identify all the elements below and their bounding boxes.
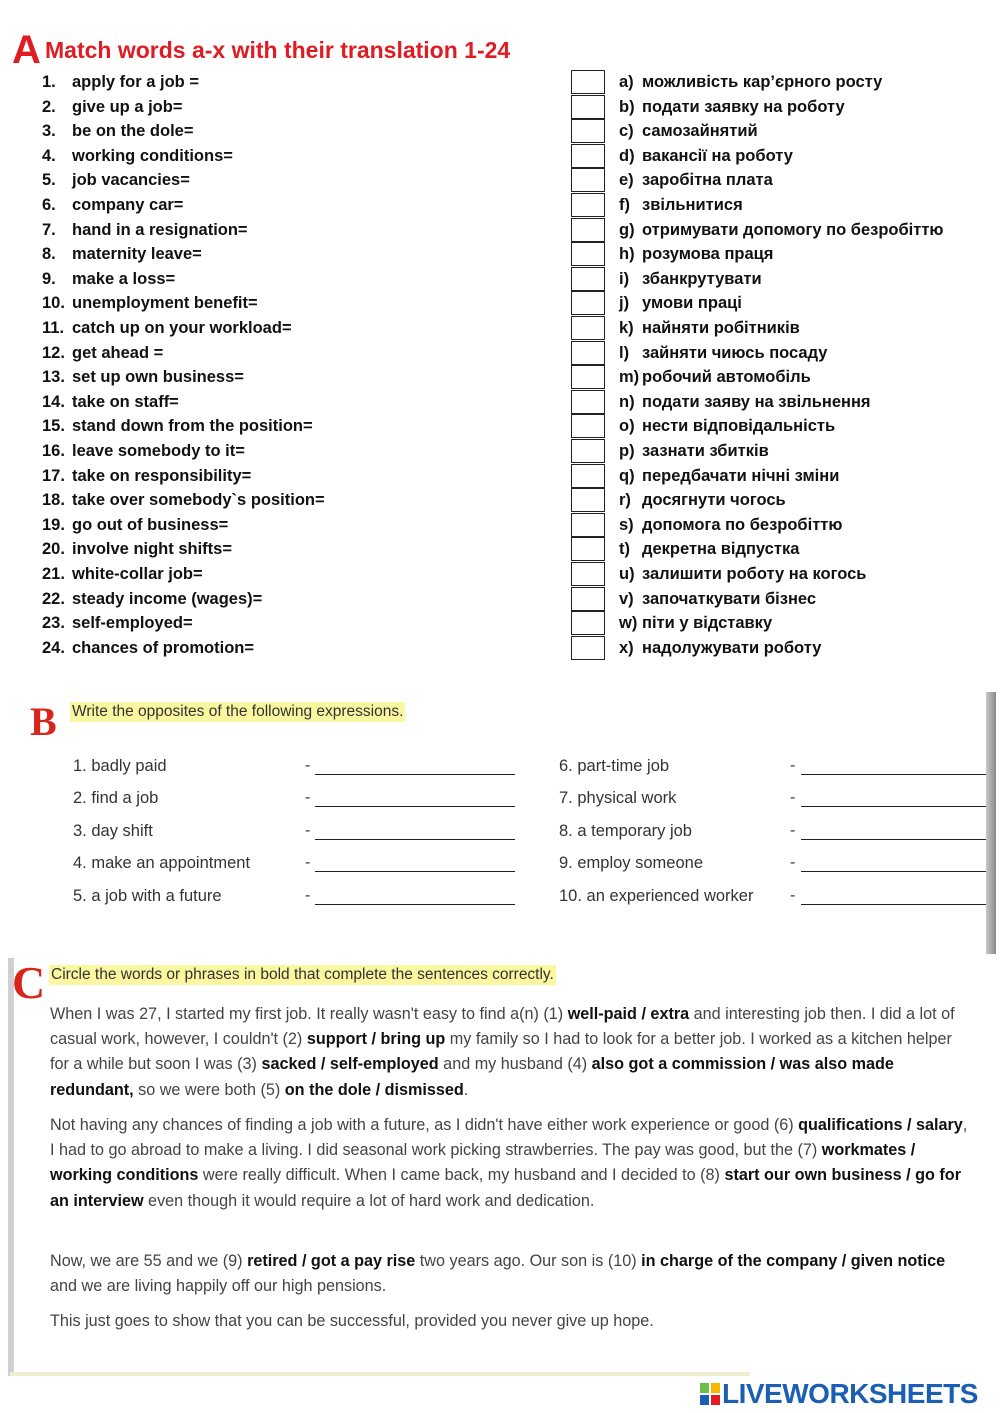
section-c-bottom-rule	[10, 1372, 750, 1376]
translation-letter: u)	[619, 565, 635, 583]
paragraph-3	[50, 1249, 975, 1299]
dash: -	[305, 854, 311, 871]
translation-text: подати заявку на роботу	[642, 97, 845, 116]
translation-text: найняти робітників	[642, 319, 800, 337]
dash: -	[790, 789, 796, 806]
choice-phrase[interactable]: well-paid / extra	[567, 1005, 690, 1023]
translation-text: можливість кар’єрного росту	[642, 73, 883, 91]
section-c-margin-rule	[8, 958, 14, 1376]
match-row	[0, 488, 1000, 513]
translation-text: передбачати нічні зміни	[642, 466, 840, 485]
term-text: self-employed=	[72, 614, 193, 633]
sentence-text: .	[463, 1080, 469, 1099]
answer-line[interactable]	[315, 871, 515, 872]
match-row	[0, 562, 1000, 587]
term-number: 5.	[42, 171, 56, 190]
section-a-letter: A	[12, 28, 41, 72]
term-text: unemployment benefit=	[72, 294, 258, 313]
answer-line[interactable]	[315, 839, 515, 840]
translation-text: залишити роботу на когось	[642, 565, 867, 583]
match-row	[0, 144, 1000, 169]
match-row	[0, 414, 1000, 439]
match-row	[0, 365, 1000, 390]
term-text: stand down from the position=	[72, 417, 313, 436]
match-row	[0, 95, 1000, 120]
answer-line[interactable]	[801, 871, 986, 872]
choice-phrase[interactable]: support / bring up	[306, 1030, 446, 1049]
answer-box[interactable]	[571, 144, 605, 168]
term-text: set up own business=	[72, 368, 244, 387]
term-number: 21.	[42, 565, 65, 583]
translation-text: збанкрутувати	[642, 269, 762, 288]
choice-phrase[interactable]: retired / got a pay rise	[247, 1252, 416, 1270]
translation-text: допомога по безробіттю	[642, 515, 843, 534]
choice-phrase[interactable]: start our own business / go for an interview	[50, 1166, 961, 1210]
opposite-item: 10. an experienced worker	[559, 887, 754, 905]
dash: -	[305, 822, 311, 839]
dash: -	[790, 887, 796, 904]
match-row	[0, 267, 1000, 292]
match-row	[0, 242, 1000, 267]
translation-text: робочий автомобіль	[642, 368, 811, 387]
answer-box[interactable]	[571, 193, 605, 217]
term-text: leave somebody to it=	[72, 442, 245, 460]
answer-box[interactable]	[571, 365, 605, 389]
translation-text: досягнути чогось	[642, 491, 786, 510]
answer-box[interactable]	[571, 636, 605, 660]
term-number: 13.	[42, 368, 65, 387]
translation-letter: d)	[619, 146, 635, 165]
term-number: 4.	[42, 146, 56, 165]
answer-box[interactable]	[571, 242, 605, 266]
sentence-text: and we are living happily off our high pensions.	[50, 1277, 387, 1296]
term-text: involve night shifts=	[72, 540, 232, 559]
term-number: 12.	[42, 343, 65, 362]
term-text: take on responsibility=	[72, 466, 252, 485]
term-number: 16.	[42, 442, 65, 460]
match-row	[0, 611, 1000, 636]
match-row	[0, 464, 1000, 489]
sentence-text: and my husband (4)	[438, 1055, 592, 1074]
term-number: 18.	[42, 491, 65, 510]
translation-letter: r)	[619, 491, 631, 510]
translation-letter: s)	[619, 515, 634, 534]
term-number: 9.	[42, 269, 56, 288]
match-row	[0, 587, 1000, 612]
opposite-item: 5. a job with a future	[73, 887, 222, 905]
translation-text: подати заяву на звільнення	[642, 392, 871, 411]
section-b-letter: B	[30, 699, 57, 744]
match-row	[0, 218, 1000, 243]
sentence-text: When I was 27, I started my first job. It really wasn't easy to find a(n) (1)	[50, 1005, 568, 1023]
translation-text: піти у відставку	[642, 614, 773, 633]
match-row	[0, 119, 1000, 144]
answer-box[interactable]	[571, 267, 605, 291]
section-a-title: Match words a-x with their translation 1-24	[45, 37, 511, 63]
match-row	[0, 636, 1000, 661]
answer-box[interactable]	[571, 611, 605, 635]
translation-letter: n)	[619, 392, 635, 411]
answer-line[interactable]	[801, 774, 986, 775]
answer-box[interactable]	[571, 439, 605, 463]
term-text: take on staff=	[72, 392, 179, 411]
answer-box[interactable]	[571, 562, 605, 586]
term-number: 10.	[42, 294, 65, 313]
sentence-text: even though it would require a lot of hard work and dedication.	[143, 1191, 595, 1210]
answer-box[interactable]	[571, 464, 605, 488]
paragraph-1	[50, 1002, 975, 1103]
match-row	[0, 70, 1000, 95]
sentence-text: Now, we are 55 and we (9)	[50, 1252, 248, 1270]
term-number: 8.	[42, 245, 56, 264]
answer-box[interactable]	[571, 414, 605, 438]
dash: -	[790, 822, 796, 839]
answer-box[interactable]	[571, 537, 605, 561]
answer-box[interactable]	[571, 119, 605, 143]
choice-phrase[interactable]: on the dole / dismissed	[284, 1080, 464, 1099]
answer-line[interactable]	[801, 904, 986, 905]
opposite-item: 1. badly paid	[73, 757, 167, 775]
term-text: steady income (wages)=	[72, 589, 263, 608]
translation-text: розумова праця	[642, 245, 774, 264]
match-row	[0, 316, 1000, 341]
opposite-item: 7. physical work	[559, 789, 677, 807]
term-number: 17.	[42, 466, 65, 485]
opposite-item: 3. day shift	[73, 822, 153, 840]
translation-letter: c)	[619, 122, 634, 141]
term-text: get ahead =	[72, 343, 164, 362]
term-number: 15.	[42, 417, 65, 436]
term-text: white-collar job=	[72, 565, 203, 583]
sentence-text: so we were both (5)	[133, 1080, 285, 1099]
translation-letter: x)	[619, 638, 634, 657]
translation-text: вакансії на роботу	[642, 146, 793, 165]
term-text: hand in a resignation=	[72, 220, 248, 239]
term-number: 1.	[42, 73, 56, 91]
answer-box[interactable]	[571, 291, 605, 315]
sentence-text: , I had to go abroad to make a living. I did seasonal work picking strawberries. The pay was good, but the (7)	[50, 1116, 968, 1160]
answer-box[interactable]	[571, 70, 605, 94]
match-row	[0, 341, 1000, 366]
translation-letter: m)	[619, 368, 640, 387]
dash: -	[305, 757, 311, 774]
translation-text: заробітна плата	[642, 171, 773, 190]
term-text: be on the dole=	[72, 122, 194, 141]
answer-box[interactable]	[571, 587, 605, 611]
term-number: 22.	[42, 589, 65, 608]
answer-line[interactable]	[315, 904, 515, 905]
match-row	[0, 291, 1000, 316]
translation-letter: i)	[619, 269, 630, 288]
translation-letter: h)	[619, 245, 635, 264]
term-text: take over somebody`s position=	[72, 491, 325, 510]
choice-phrase[interactable]: qualifications / salary	[798, 1116, 963, 1134]
section-c-letter: C	[12, 957, 46, 1008]
term-text: make a loss=	[72, 269, 176, 288]
term-number: 11.	[42, 319, 65, 337]
translation-letter: l)	[619, 343, 630, 362]
term-number: 23.	[42, 614, 65, 633]
translation-text: умови праці	[642, 294, 742, 313]
term-number: 3.	[42, 122, 56, 141]
term-number: 14.	[42, 392, 65, 411]
translation-text: декретна відпустка	[642, 540, 800, 559]
term-number: 20.	[42, 540, 65, 559]
choice-phrase[interactable]: workmates / working conditions	[50, 1141, 916, 1185]
match-row	[0, 193, 1000, 218]
answer-line[interactable]	[801, 839, 986, 840]
term-text: apply for a job =	[72, 73, 199, 91]
answer-line[interactable]	[801, 806, 986, 807]
paragraph-4: This just goes to show that you can be successful, provided you never give up hope.	[50, 1312, 654, 1330]
translation-letter: q)	[619, 466, 635, 485]
answer-line[interactable]	[315, 806, 515, 807]
match-row	[0, 513, 1000, 538]
dash: -	[790, 757, 796, 774]
answer-box[interactable]	[571, 390, 605, 414]
translation-letter: f)	[619, 196, 630, 214]
translation-text: започаткувати бізнес	[642, 589, 817, 608]
translation-letter: b)	[619, 97, 635, 116]
term-text: go out of business=	[72, 515, 229, 534]
term-text: company car=	[72, 196, 184, 214]
translation-letter: a)	[619, 73, 634, 91]
translation-text: нести відповідальність	[642, 417, 836, 436]
translation-letter: j)	[619, 294, 630, 313]
section-b-title: Write the opposites of the following expressions.	[72, 703, 404, 720]
section-c-title: Circle the words or phrases in bold that complete the sentences correctly.	[51, 966, 554, 983]
term-text: chances of promotion=	[72, 638, 254, 657]
translation-letter: o)	[619, 417, 635, 436]
logo-text: LIVEWORKSHEETS	[722, 1378, 978, 1409]
dash: -	[790, 854, 796, 871]
sentence-text: Not having any chances of finding a job with a future, as I didn't have either work experience or good (6)	[50, 1116, 799, 1134]
answer-box[interactable]	[571, 316, 605, 340]
choice-phrase[interactable]: sacked / self-employed	[261, 1055, 439, 1074]
match-row	[0, 537, 1000, 562]
page-edge-shadow	[986, 692, 996, 954]
answer-box[interactable]	[571, 168, 605, 192]
sentence-text: two years ago. Our son is (10)	[415, 1252, 642, 1270]
dash: -	[305, 789, 311, 806]
opposite-item: 4. make an appointment	[73, 854, 251, 872]
answer-line[interactable]	[315, 774, 515, 775]
answer-box[interactable]	[571, 95, 605, 119]
match-row	[0, 168, 1000, 193]
translation-letter: g)	[619, 220, 635, 239]
answer-box[interactable]	[571, 341, 605, 365]
opposite-item: 8. a temporary job	[559, 822, 692, 840]
translation-text: самозайнятий	[642, 122, 758, 141]
answer-box[interactable]	[571, 488, 605, 512]
translation-text: звільнитися	[642, 196, 743, 214]
term-text: working conditions=	[72, 146, 233, 165]
translation-letter: e)	[619, 171, 634, 190]
answer-box[interactable]	[571, 513, 605, 537]
translation-letter: p)	[619, 442, 635, 460]
term-number: 2.	[42, 97, 56, 116]
match-row	[0, 439, 1000, 464]
translation-letter: w)	[619, 614, 638, 633]
opposite-item: 2. find a job	[73, 789, 159, 807]
term-number: 19.	[42, 515, 65, 534]
opposite-item: 9. employ someone	[559, 854, 703, 872]
translation-text: зазнати збитків	[642, 442, 769, 460]
term-text: maternity leave=	[72, 245, 202, 264]
answer-box[interactable]	[571, 218, 605, 242]
translation-text: отримувати допомогу по безробіттю	[642, 220, 944, 239]
translation-letter: t)	[619, 540, 630, 559]
translation-text: надолужувати роботу	[642, 638, 822, 657]
term-number: 24.	[42, 638, 65, 657]
term-number: 7.	[42, 220, 56, 239]
sentence-text: were really difficult. When I came back, my husband and I decided to (8)	[198, 1166, 725, 1185]
opposite-item: 6. part-time job	[559, 757, 670, 775]
sentence-text: and interesting job then. I did a lot of casual work, however, I couldn't (2)	[50, 1005, 955, 1049]
dash: -	[305, 887, 311, 904]
translation-letter: v)	[619, 589, 634, 608]
term-text: job vacancies=	[72, 171, 190, 190]
term-number: 6.	[42, 196, 56, 214]
logo-mark-icon	[700, 1383, 720, 1405]
term-text: give up a job=	[72, 97, 183, 116]
translation-text: зайняти чиюсь посаду	[642, 343, 828, 362]
sentence-text: my family so I had to look for a better job. I worked as a kitchen helper for a while but soon I was (3)	[50, 1030, 952, 1074]
choice-phrase[interactable]: in charge of the company / given notice	[641, 1252, 946, 1270]
translation-letter: k)	[619, 319, 634, 337]
match-row	[0, 390, 1000, 415]
term-text: catch up on your workload=	[72, 319, 292, 337]
paragraph-2	[50, 1113, 975, 1214]
choice-phrase[interactable]: also got a commission / was also made redundant,	[50, 1055, 894, 1099]
